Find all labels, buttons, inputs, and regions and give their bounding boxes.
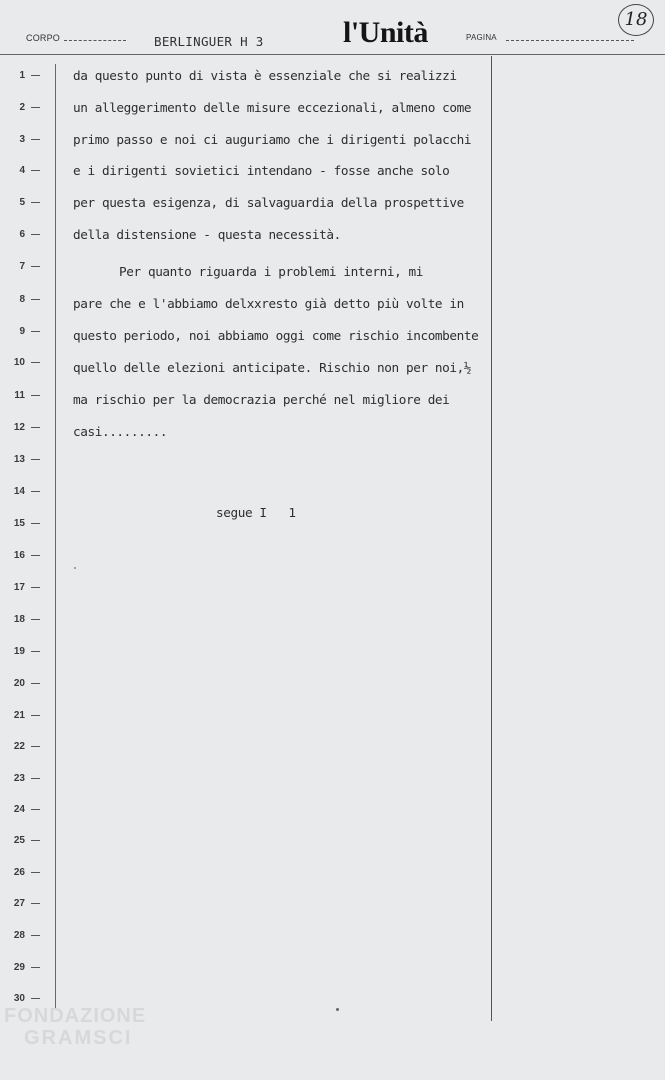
text-line: Per quanto riguarda i problemi interni, mi bbox=[119, 264, 424, 279]
pagina-dashed-line bbox=[506, 40, 634, 41]
text-line: ma rischio per la democrazia perché nel migliore dei bbox=[73, 392, 450, 407]
line-number: 5 bbox=[8, 197, 46, 208]
line-number: 22 bbox=[8, 741, 46, 752]
left-margin-rule bbox=[55, 64, 56, 1010]
line-number: 1 bbox=[8, 70, 46, 81]
text-line: un alleggerimento delle misure eccezionali, almeno come bbox=[73, 100, 472, 115]
text-line: casi......... bbox=[73, 424, 168, 439]
line-number: 23 bbox=[8, 773, 46, 784]
line-number: 29 bbox=[8, 962, 46, 973]
line-number: 28 bbox=[8, 930, 46, 941]
corpo-dashed-line bbox=[64, 40, 126, 41]
text-line: della distensione - questa necessità. bbox=[73, 227, 341, 242]
archive-watermark bbox=[4, 1005, 147, 1049]
corpo-value: BERLINGUER H 3 bbox=[154, 34, 264, 49]
line-number: 11 bbox=[8, 390, 46, 401]
line-number: 9 bbox=[8, 326, 46, 337]
line-number: 26 bbox=[8, 867, 46, 878]
watermark-line-2: GRAMSCI bbox=[24, 1027, 133, 1049]
pagina-label: PAGINA bbox=[466, 33, 497, 42]
line-number: 3 bbox=[8, 134, 46, 145]
line-number: 16 bbox=[8, 550, 46, 561]
line-number: 6 bbox=[8, 229, 46, 240]
segue-note: segue I 1 bbox=[216, 505, 296, 520]
line-number: 12 bbox=[8, 422, 46, 433]
page-header bbox=[0, 0, 665, 56]
text-line: quello delle elezioni anticipate. Rischio non per noi,½ bbox=[73, 360, 472, 375]
header-rule bbox=[0, 54, 665, 55]
line-number: 8 bbox=[8, 294, 46, 305]
line-number: 27 bbox=[8, 898, 46, 909]
line-number: 15 bbox=[8, 518, 46, 529]
watermark-line-1: FONDAZIONE bbox=[4, 1005, 147, 1027]
line-number: 24 bbox=[8, 804, 46, 815]
line-number: 7 bbox=[8, 261, 46, 272]
line-number: 13 bbox=[8, 454, 46, 465]
text-line: per questa esigenza, di salvaguardia della prospettive bbox=[73, 195, 464, 210]
text-line: questo periodo, noi abbiamo oggi come rischio incombente bbox=[73, 328, 479, 343]
handwritten-page-number: 18 bbox=[618, 4, 654, 36]
line-number: 20 bbox=[8, 678, 46, 689]
text-line: pare che e l'abbiamo delxxresto già detto più volte in bbox=[73, 296, 464, 311]
line-number: 10 bbox=[8, 357, 46, 368]
text-line: da questo punto di vista è essenziale che si realizzi bbox=[73, 68, 457, 83]
line-number: 30 bbox=[8, 993, 46, 1004]
text-line: primo passo e noi ci auguriamo che i dirigenti polacchi bbox=[73, 132, 472, 147]
line-number: 25 bbox=[8, 835, 46, 846]
ink-dot bbox=[336, 1008, 339, 1011]
corpo-label: CORPO bbox=[26, 33, 61, 43]
line-number: 2 bbox=[8, 102, 46, 113]
newspaper-masthead: l'Unità bbox=[343, 16, 428, 49]
line-number: 21 bbox=[8, 710, 46, 721]
line-number: 14 bbox=[8, 486, 46, 497]
line-number: 19 bbox=[8, 646, 46, 657]
right-margin-rule bbox=[491, 56, 492, 1021]
line-number: 17 bbox=[8, 582, 46, 593]
line-number: 4 bbox=[8, 165, 46, 176]
text-line: e i dirigenti sovietici intendano - fosse anche solo bbox=[73, 163, 450, 178]
ink-speck bbox=[74, 567, 76, 569]
line-number: 18 bbox=[8, 614, 46, 625]
